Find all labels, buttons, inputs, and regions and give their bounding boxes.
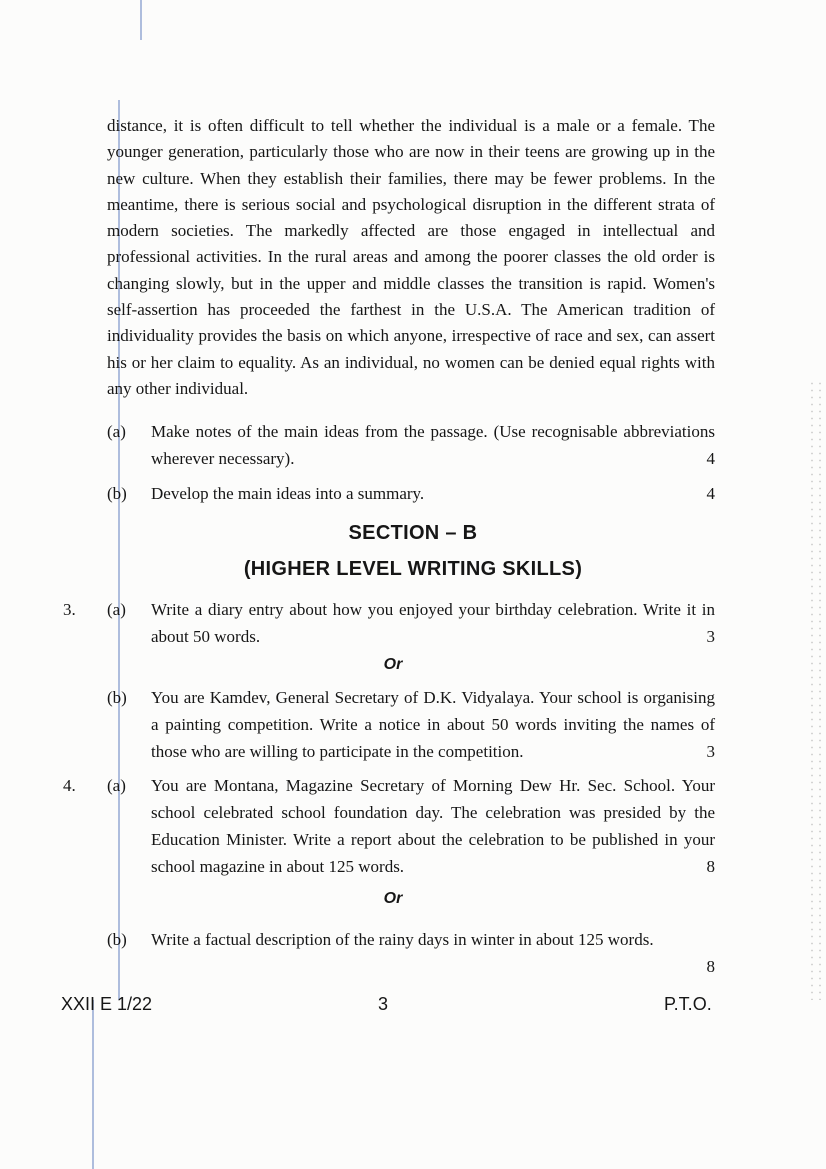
passage-text: distance, it is often difficult to tell whether the individual is a male or a female. The younger generation, particularly those who are now in their teens are growing up in the new culture. When they establish their families, there may be fewer problems. In the meantime, there is serious social and psychological disruption in the different strata of modern societies. The markedly affected are those engaged in intellectual and professional activities. In the rural areas and among the poorer classes the old order is changing slowly, but in the upper and middle classes the transition is rapid. Women's self-assertion has proceeded the farthest in the U.S.A. The American tradition of individuality provides the basis on which anyone, irrespective of race and sex, can assert his or her claim to equality. As an individual, no women can be denied equal rights with any other individual. bbox=[107, 116, 715, 398]
page-number: 3 bbox=[378, 994, 389, 1014]
item-label: (a) bbox=[107, 600, 126, 619]
item-label: (b) bbox=[107, 484, 127, 503]
question-text: Make notes of the main ideas from the passage. (Use recognisable abbreviations wherever necessary). bbox=[151, 422, 715, 468]
marks: 4 bbox=[706, 484, 715, 503]
item-label: (a) bbox=[107, 422, 126, 441]
question-text: Write a factual description of the rainy days in winter in about 125 words. bbox=[151, 930, 654, 949]
item-label: (b) bbox=[107, 688, 127, 707]
marks: 4 bbox=[706, 449, 715, 468]
question-4b bbox=[107, 926, 715, 980]
margin-line bbox=[92, 1000, 94, 1169]
question-3b bbox=[107, 684, 715, 765]
question-text: You are Kamdev, General Secretary of D.K. Vidyalaya. Your school is organising a painting competition. Write a notice in about 50 words inviting the names of those who are willing to participate in the competition. bbox=[151, 688, 715, 761]
question-number: 4. bbox=[63, 776, 76, 795]
passage bbox=[107, 113, 715, 402]
question-text: Develop the main ideas into a summary. bbox=[151, 484, 425, 503]
item-label: (a) bbox=[107, 776, 126, 795]
item-label: (b) bbox=[107, 930, 127, 949]
question-text: Write a diary entry about how you enjoyed your birthday celebration. Write it in about 50 words. bbox=[151, 600, 715, 646]
question-2b bbox=[107, 480, 715, 507]
or-divider: Or bbox=[383, 890, 403, 907]
section-subtitle: (HIGHER LEVEL WRITING SKILLS) bbox=[243, 558, 583, 580]
scan-dots bbox=[808, 380, 822, 1000]
pto-label: P.T.O. bbox=[664, 994, 712, 1014]
marks: 8 bbox=[706, 857, 715, 876]
question-3a bbox=[63, 596, 715, 650]
question-text: You are Montana, Magazine Secretary of Morning Dew Hr. Sec. School. Your school celebrated school foundation day. The celebration was presided by the Education Minister. Write a report about the celebration to be published in your school magazine in about 125 words. bbox=[151, 776, 715, 876]
question-4a bbox=[63, 772, 715, 880]
marks: 3 bbox=[706, 627, 715, 646]
section-title: SECTION – B bbox=[348, 522, 478, 544]
or-divider: Or bbox=[383, 656, 403, 673]
paper-code: XXII E 1/22 bbox=[61, 994, 153, 1014]
question-number: 3. bbox=[63, 600, 76, 619]
question-2a bbox=[107, 418, 715, 472]
margin-line bbox=[140, 0, 142, 40]
marks: 8 bbox=[706, 957, 715, 976]
marks: 3 bbox=[706, 742, 715, 761]
